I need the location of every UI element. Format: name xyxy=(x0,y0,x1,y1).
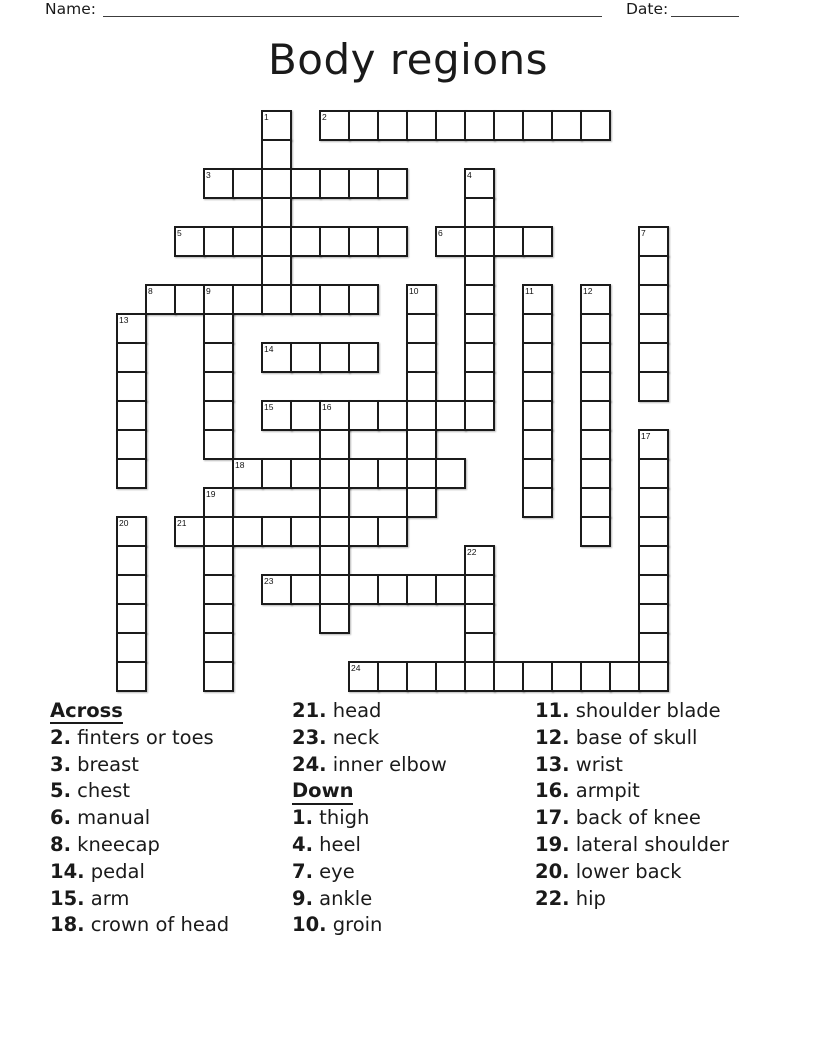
crossword-cell[interactable] xyxy=(319,545,350,576)
crossword-cell[interactable] xyxy=(348,226,379,257)
clue-number: 23. xyxy=(292,725,327,749)
crossword-cell[interactable] xyxy=(319,603,350,634)
crossword-cell[interactable] xyxy=(377,574,408,605)
clue: 17. back of knee xyxy=(535,806,701,830)
crossword-cell[interactable] xyxy=(377,516,408,547)
clue-number: 18. xyxy=(50,913,85,937)
clue: 19. lateral shoulder xyxy=(535,832,729,856)
cell-number: 2 xyxy=(322,112,327,122)
crossword-cell[interactable] xyxy=(638,661,669,692)
crossword-cell[interactable] xyxy=(638,487,669,518)
crossword-cell[interactable] xyxy=(435,574,466,605)
crossword-cell[interactable] xyxy=(464,313,495,344)
crossword-cell[interactable] xyxy=(638,255,669,286)
crossword-cell[interactable] xyxy=(290,168,321,199)
cell-number: 3 xyxy=(206,170,211,180)
cell-number: 8 xyxy=(148,286,153,296)
crossword-cell[interactable] xyxy=(522,342,553,373)
crossword-cell[interactable] xyxy=(377,458,408,489)
date-label: Date: xyxy=(626,0,669,18)
clue: 23. neck xyxy=(292,725,380,749)
crossword-cell[interactable] xyxy=(638,632,669,663)
crossword-cell[interactable] xyxy=(580,371,611,402)
crossword-cell[interactable] xyxy=(406,313,437,344)
crossword-cell[interactable] xyxy=(348,168,379,199)
crossword-cell[interactable] xyxy=(406,429,437,460)
crossword-cell[interactable] xyxy=(406,110,437,141)
crossword-cell[interactable] xyxy=(638,342,669,373)
crossword-cell[interactable] xyxy=(174,284,205,315)
crossword-cell[interactable] xyxy=(493,661,524,692)
crossword-cell[interactable] xyxy=(464,371,495,402)
crossword-cell[interactable] xyxy=(203,516,234,547)
clue: 20. lower back xyxy=(535,859,682,883)
crossword-cell[interactable] xyxy=(290,226,321,257)
crossword-cell[interactable] xyxy=(406,371,437,402)
cell-number: 20 xyxy=(119,518,129,528)
cell-number: 1 xyxy=(264,112,269,122)
crossword-cell[interactable] xyxy=(290,574,321,605)
crossword-cell[interactable] xyxy=(522,458,553,489)
clue: 9. ankle xyxy=(292,886,373,910)
clue: 11. shoulder blade xyxy=(535,699,721,722)
page-title: Body regions xyxy=(267,35,549,84)
clue-number: 21. xyxy=(292,699,327,722)
crossword-cell[interactable] xyxy=(638,458,669,489)
clue-number: 13. xyxy=(535,752,570,776)
clue-number: 4. xyxy=(292,832,313,856)
cell-number: 19 xyxy=(206,489,216,499)
clue-number: 9. xyxy=(292,886,313,910)
clue-number: 7. xyxy=(292,859,313,883)
crossword-cell[interactable] xyxy=(522,110,553,141)
crossword-cell[interactable] xyxy=(290,284,321,315)
crossword-cell[interactable] xyxy=(551,110,582,141)
clue-number: 24. xyxy=(292,752,327,776)
cell-number: 5 xyxy=(177,228,182,238)
clue: 21. head xyxy=(292,699,382,722)
cell-number: 9 xyxy=(206,286,211,296)
crossword-cell[interactable] xyxy=(493,110,524,141)
crossword-cell[interactable] xyxy=(580,487,611,518)
clue: 6. manual xyxy=(50,806,151,830)
clue-number: 3. xyxy=(50,752,71,776)
clue-number: 8. xyxy=(50,832,71,856)
clue-number: 2. xyxy=(50,725,71,749)
crossword-cell[interactable] xyxy=(290,342,321,373)
cell-number: 6 xyxy=(438,228,443,238)
crossword-cell[interactable] xyxy=(464,632,495,663)
cell-number: 12 xyxy=(583,286,593,296)
crossword-cell[interactable] xyxy=(319,168,350,199)
crossword-cell[interactable] xyxy=(203,603,234,634)
crossword-cell[interactable] xyxy=(319,342,350,373)
crossword-cell[interactable] xyxy=(261,139,292,170)
crossword-cell[interactable] xyxy=(203,574,234,605)
crossword-cell[interactable] xyxy=(319,487,350,518)
clue: 8. kneecap xyxy=(50,832,160,856)
cell-number: 11 xyxy=(525,286,534,296)
crossword-cell[interactable] xyxy=(580,458,611,489)
crossword-cell[interactable] xyxy=(493,226,524,257)
clue-number: 14. xyxy=(50,859,85,883)
clue-number: 22. xyxy=(535,886,570,910)
crossword-cell[interactable] xyxy=(319,458,350,489)
crossword-cell[interactable] xyxy=(203,545,234,576)
crossword-cell[interactable] xyxy=(203,226,234,257)
crossword-cell[interactable] xyxy=(116,545,147,576)
crossword-cell[interactable] xyxy=(232,284,263,315)
crossword-cell[interactable] xyxy=(522,429,553,460)
clue-section-heading: Down xyxy=(292,778,447,805)
crossword-cell[interactable] xyxy=(377,110,408,141)
crossword-cell[interactable] xyxy=(464,400,495,431)
crossword-cell[interactable] xyxy=(116,574,147,605)
clue-number: 19. xyxy=(535,832,570,856)
clue: 22. hip xyxy=(535,886,606,910)
crossword-cell[interactable] xyxy=(464,226,495,257)
crossword-cell[interactable] xyxy=(261,284,292,315)
clue: 16. armpit xyxy=(535,779,640,803)
crossword-cell[interactable] xyxy=(609,661,640,692)
name-label: Name: xyxy=(45,0,96,18)
crossword-cell[interactable] xyxy=(464,661,495,692)
clue: 18. crown of head xyxy=(50,913,230,937)
crossword-cell[interactable] xyxy=(580,516,611,547)
crossword-cell[interactable] xyxy=(290,400,321,431)
crossword-cell[interactable] xyxy=(580,661,611,692)
crossword-cell[interactable] xyxy=(203,342,234,373)
crossword-cell[interactable] xyxy=(464,110,495,141)
cell-number: 7 xyxy=(641,228,646,238)
crossword-cell[interactable] xyxy=(406,574,437,605)
crossword-cell[interactable] xyxy=(580,400,611,431)
crossword-cell[interactable] xyxy=(435,458,466,489)
crossword-cell[interactable] xyxy=(522,487,553,518)
crossword-cell[interactable] xyxy=(116,603,147,634)
crossword-cell[interactable] xyxy=(203,400,234,431)
crossword-cell[interactable] xyxy=(464,197,495,228)
clue-number: 16. xyxy=(535,779,570,803)
clue-column-2 xyxy=(292,698,447,939)
crossword-cell[interactable] xyxy=(261,197,292,228)
crossword-cell[interactable] xyxy=(348,284,379,315)
crossword-cell[interactable] xyxy=(580,429,611,460)
crossword-cell[interactable] xyxy=(638,545,669,576)
crossword-cell[interactable] xyxy=(522,313,553,344)
crossword-cell[interactable] xyxy=(319,429,350,460)
clue-number: 20. xyxy=(535,859,570,883)
crossword-cell[interactable] xyxy=(116,429,147,460)
cell-number: 24 xyxy=(351,663,361,673)
crossword-cell[interactable] xyxy=(638,313,669,344)
crossword-cell[interactable] xyxy=(116,342,147,373)
crossword-cell[interactable] xyxy=(406,458,437,489)
crossword-cell[interactable] xyxy=(580,110,611,141)
crossword-cell[interactable] xyxy=(319,516,350,547)
cell-number: 13 xyxy=(119,315,129,325)
crossword-cell[interactable] xyxy=(348,516,379,547)
clue-number: 12. xyxy=(535,725,570,749)
crossword-cell[interactable] xyxy=(261,226,292,257)
cell-number: 15 xyxy=(264,402,274,412)
crossword-cell[interactable] xyxy=(261,516,292,547)
crossword-cell[interactable] xyxy=(319,226,350,257)
crossword-cell[interactable] xyxy=(261,168,292,199)
crossword-cell[interactable] xyxy=(348,110,379,141)
crossword-cell[interactable] xyxy=(435,400,466,431)
crossword-cell[interactable] xyxy=(464,284,495,315)
cell-number: 10 xyxy=(409,286,419,296)
crossword-cell[interactable] xyxy=(261,255,292,286)
clue-number: 11. xyxy=(535,699,570,722)
crossword-cell[interactable] xyxy=(580,313,611,344)
crossword-cell[interactable] xyxy=(377,168,408,199)
cell-number: 23 xyxy=(264,576,274,586)
clue: 2. finters or toes xyxy=(50,725,214,749)
cell-number: 18 xyxy=(235,460,245,470)
clue-section-heading: Across xyxy=(50,698,229,725)
crossword-cell[interactable] xyxy=(261,458,292,489)
cell-number: 22 xyxy=(467,547,477,557)
crossword-cell[interactable] xyxy=(232,168,263,199)
crossword-cell[interactable] xyxy=(116,400,147,431)
crossword-cell[interactable] xyxy=(348,342,379,373)
crossword-cell[interactable] xyxy=(116,661,147,692)
clue: 3. breast xyxy=(50,752,139,776)
clue-column-3 xyxy=(535,698,729,912)
crossword-cell[interactable] xyxy=(435,661,466,692)
cell-number: 14 xyxy=(264,344,274,354)
crossword-cell[interactable] xyxy=(232,516,263,547)
crossword-cell[interactable] xyxy=(203,429,234,460)
crossword-cell[interactable] xyxy=(348,574,379,605)
crossword-cell[interactable] xyxy=(377,661,408,692)
crossword-cell[interactable] xyxy=(203,313,234,344)
crossword-cell[interactable] xyxy=(522,400,553,431)
clue: 7. eye xyxy=(292,859,355,883)
crossword-cell[interactable] xyxy=(406,342,437,373)
clue: 24. inner elbow xyxy=(292,752,447,776)
clue-number: 10. xyxy=(292,913,327,937)
crossword-cell[interactable] xyxy=(522,226,553,257)
crossword-cell[interactable] xyxy=(406,400,437,431)
cell-number: 16 xyxy=(322,402,332,412)
clue: 13. wrist xyxy=(535,752,623,776)
clue-number: 15. xyxy=(50,886,85,910)
clue: 14. pedal xyxy=(50,859,145,883)
crossword-cell[interactable] xyxy=(290,516,321,547)
crossword-cell[interactable] xyxy=(319,574,350,605)
crossword-cell[interactable] xyxy=(116,632,147,663)
crossword-cell[interactable] xyxy=(203,371,234,402)
clue-number: 5. xyxy=(50,779,71,803)
cell-number: 17 xyxy=(641,431,651,441)
crossword-cell[interactable] xyxy=(377,400,408,431)
crossword-cell[interactable] xyxy=(116,458,147,489)
clue: 12. base of skull xyxy=(535,725,698,749)
cell-number: 21 xyxy=(177,518,187,528)
crossword-cell[interactable] xyxy=(522,371,553,402)
crossword-cell[interactable] xyxy=(232,226,263,257)
crossword-cell[interactable] xyxy=(638,284,669,315)
crossword-cell[interactable] xyxy=(522,661,553,692)
crossword-cell[interactable] xyxy=(551,661,582,692)
crossword-cell[interactable] xyxy=(319,284,350,315)
crossword-cell[interactable] xyxy=(464,603,495,634)
crossword-cell[interactable] xyxy=(348,400,379,431)
crossword-cell[interactable] xyxy=(203,632,234,663)
crossword-cell[interactable] xyxy=(435,110,466,141)
crossword-cell[interactable] xyxy=(464,342,495,373)
crossword-cell[interactable] xyxy=(377,226,408,257)
clue: 15. arm xyxy=(50,886,130,910)
clue-number: 6. xyxy=(50,806,71,830)
clue: 1. thigh xyxy=(292,806,370,830)
crossword-cell[interactable] xyxy=(464,574,495,605)
crossword-cell[interactable] xyxy=(464,255,495,286)
crossword-cell[interactable] xyxy=(348,458,379,489)
cell-number: 4 xyxy=(467,170,472,180)
crossword-cell[interactable] xyxy=(406,487,437,518)
crossword-cell[interactable] xyxy=(638,371,669,402)
crossword-cell[interactable] xyxy=(290,458,321,489)
clue-number: 1. xyxy=(292,806,313,830)
clue: 5. chest xyxy=(50,779,131,803)
clue-column-1 xyxy=(50,698,229,939)
crossword-cell[interactable] xyxy=(638,516,669,547)
clue: 10. groin xyxy=(292,913,383,937)
crossword-cell[interactable] xyxy=(116,371,147,402)
crossword-cell[interactable] xyxy=(638,574,669,605)
crossword-cell[interactable] xyxy=(406,661,437,692)
clue: 4. heel xyxy=(292,832,361,856)
crossword-cell[interactable] xyxy=(638,603,669,634)
clue-number: 17. xyxy=(535,806,570,830)
crossword-cell[interactable] xyxy=(203,661,234,692)
crossword-cell[interactable] xyxy=(580,342,611,373)
